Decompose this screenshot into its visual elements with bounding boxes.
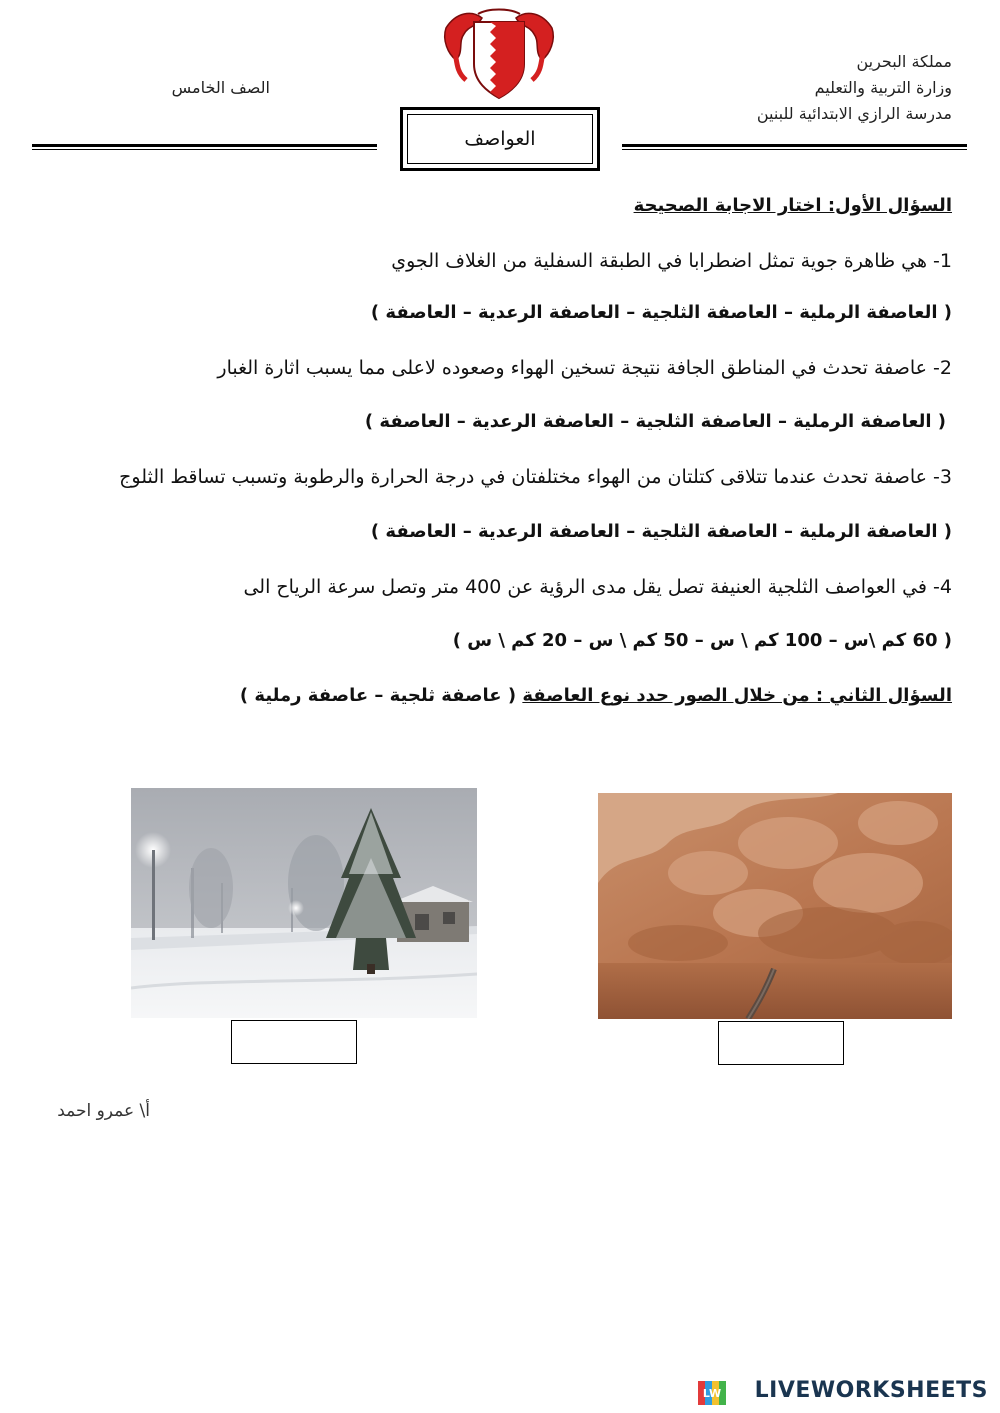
question-two-heading: السؤال الثاني : من خلال الصور حدد نوع العاصفة	[522, 685, 952, 706]
question-1-options: ( العاصفة الرملية – العاصفة الثلجية – العاصفة الرعدية – العاصفة )	[370, 302, 952, 323]
grade-label: الصف الخامس	[171, 78, 270, 97]
header-rule-right	[622, 144, 967, 150]
header-rule-left	[32, 144, 377, 150]
header-school: مدرسة الرازي الابتدائية للبنين	[756, 104, 952, 123]
liveworksheets-logo[interactable]: LIVEWORKSHEETS	[754, 1378, 988, 1403]
question-1-text: 1- هي ظاهرة جوية تمثل اضطرابا في الطبقة السفلية من الغلاف الجوي	[391, 250, 952, 272]
question-two-line	[52, 683, 952, 709]
question-two-choices: ( عاصفة ثلجية – عاصفة رملية )	[239, 685, 517, 706]
sandstorm-answer-box[interactable]	[718, 1021, 844, 1065]
bahrain-crest-logo	[438, 8, 560, 100]
question-3-text: 3- عاصفة تحدث عندما تتلاقى كتلتان من الهواء مختلفتان في درجة الحرارة والرطوبة وتسبب تساقط الثلوج	[119, 466, 952, 488]
snowstorm-answer-box[interactable]	[231, 1020, 357, 1064]
question-2-text: 2- عاصفة تحدث في المناطق الجافة نتيجة تسخين الهواء وصعوده لاعلى مما يسبب اثارة الغبار	[217, 357, 952, 379]
question-3-options: ( العاصفة الرملية – العاصفة الثلجية – العاصفة الرعدية – العاصفة )	[370, 521, 952, 542]
question-4-options: ( 60 كم \س – 100 كم \ س – 50 كم \ س – 20 كم \ س )	[452, 630, 952, 651]
sandstorm-photo	[598, 793, 952, 1019]
title-box	[400, 107, 600, 171]
liveworksheets-badge	[698, 1381, 726, 1405]
page-title: العواصف	[407, 114, 593, 164]
question-2-options: ( العاصفة الرملية – العاصفة الثلجية – العاصفة الرعدية – العاصفة )	[364, 411, 946, 432]
question-4-text: 4- في العواصف الثلجية العنيفة تصل يقل مدى الرؤية عن 400 متر وتصل سرعة الرياح الى	[243, 576, 952, 598]
question-one-heading: السؤال الأول: اختار الاجابة الصحيحة	[633, 195, 952, 216]
author-signature: أ\ عمرو احمد	[57, 1101, 150, 1121]
snowstorm-photo	[131, 788, 477, 1018]
header-ministry: وزارة التربية والتعليم	[814, 78, 952, 97]
header-country: مملكة البحرين	[856, 52, 952, 71]
liveworksheets-badge-text: LW	[702, 1386, 722, 1400]
